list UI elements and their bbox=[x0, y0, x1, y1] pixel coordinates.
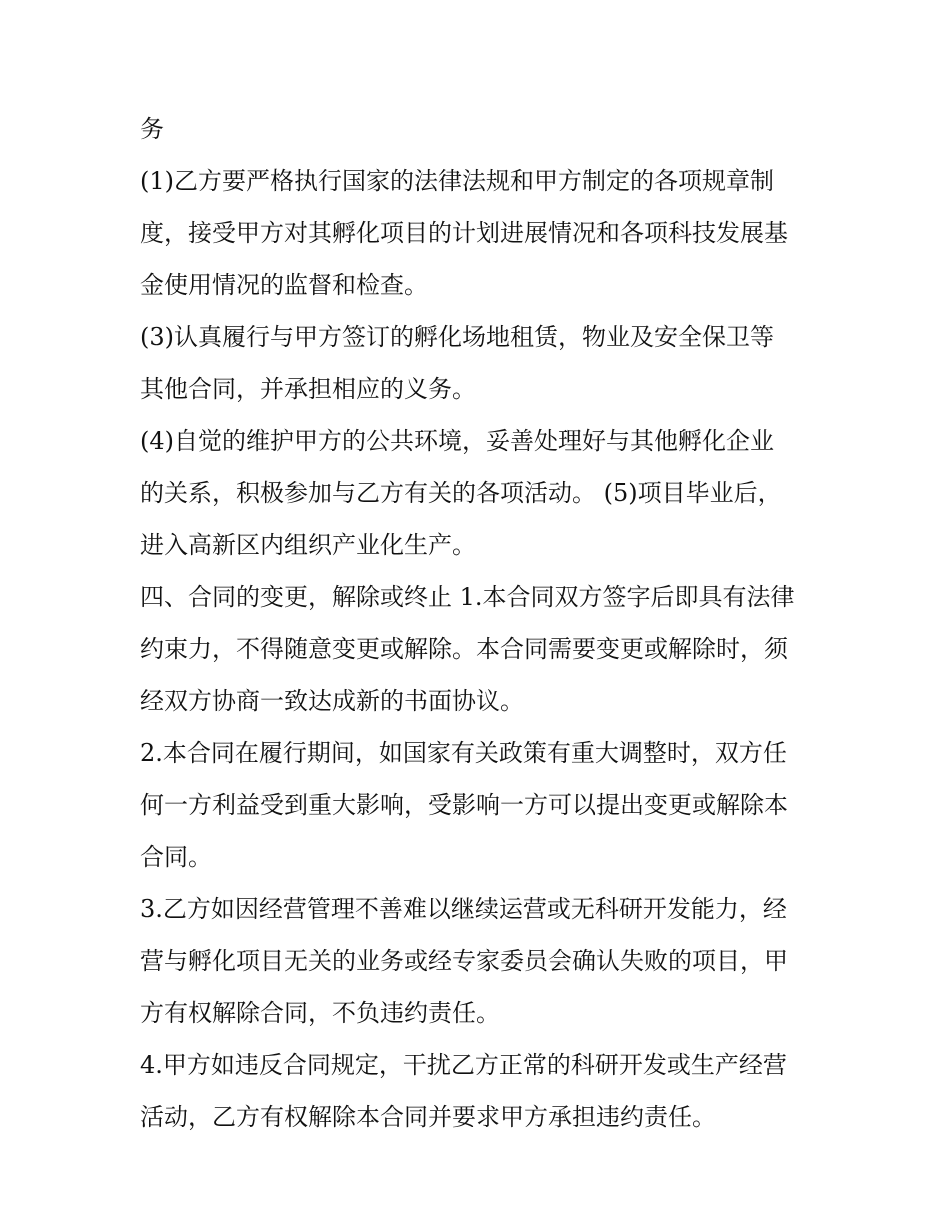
text-line: 四、合同的变更，解除或终止 1.本合同双方签字后即具有法律 bbox=[140, 583, 795, 611]
text-line: 金使用情况的监督和检查。 bbox=[140, 271, 428, 299]
text-line: 2.本合同在履行期间，如国家有关政策有重大调整时，双方任 bbox=[140, 739, 787, 767]
text-line: 度，接受甲方对其孵化项目的计划进展情况和各项科技发展基 bbox=[140, 219, 788, 247]
text-line: 其他合同，并承担相应的义务。 bbox=[140, 375, 476, 403]
document-body bbox=[140, 103, 820, 1143]
text-line: 进入高新区内组织产业化生产。 bbox=[140, 531, 476, 559]
text-line: 活动，乙方有权解除本合同并要求甲方承担违约责任。 bbox=[140, 1103, 716, 1131]
text-line: 的关系，积极参加与乙方有关的各项活动。 (5)项目毕业后， bbox=[140, 479, 782, 507]
text-line: 3.乙方如因经营管理不善难以继续运营或无科研开发能力，经 bbox=[140, 895, 787, 923]
text-line: (1)乙方要严格执行国家的法律法规和甲方制定的各项规章制 bbox=[140, 167, 774, 195]
text-line: 方有权解除合同，不负违约责任。 bbox=[140, 999, 500, 1027]
text-line: 务 bbox=[140, 115, 164, 143]
text-line: (4)自觉的维护甲方的公共环境，妥善处理好与其他孵化企业 bbox=[140, 427, 774, 455]
text-line: 经双方协商一致达成新的书面协议。 bbox=[140, 687, 524, 715]
text-line: 约束力，不得随意变更或解除。本合同需要变更或解除时，须 bbox=[140, 635, 788, 663]
text-line: 营与孵化项目无关的业务或经专家委员会确认失败的项目，甲 bbox=[140, 947, 788, 975]
text-line: (3)认真履行与甲方签订的孵化场地租赁，物业及安全保卫等 bbox=[140, 323, 774, 351]
text-line: 合同。 bbox=[140, 843, 212, 871]
text-line: 4.甲方如违反合同规定，干扰乙方正常的科研开发或生产经营 bbox=[140, 1051, 787, 1079]
text-line: 何一方利益受到重大影响，受影响一方可以提出变更或解除本 bbox=[140, 791, 788, 819]
